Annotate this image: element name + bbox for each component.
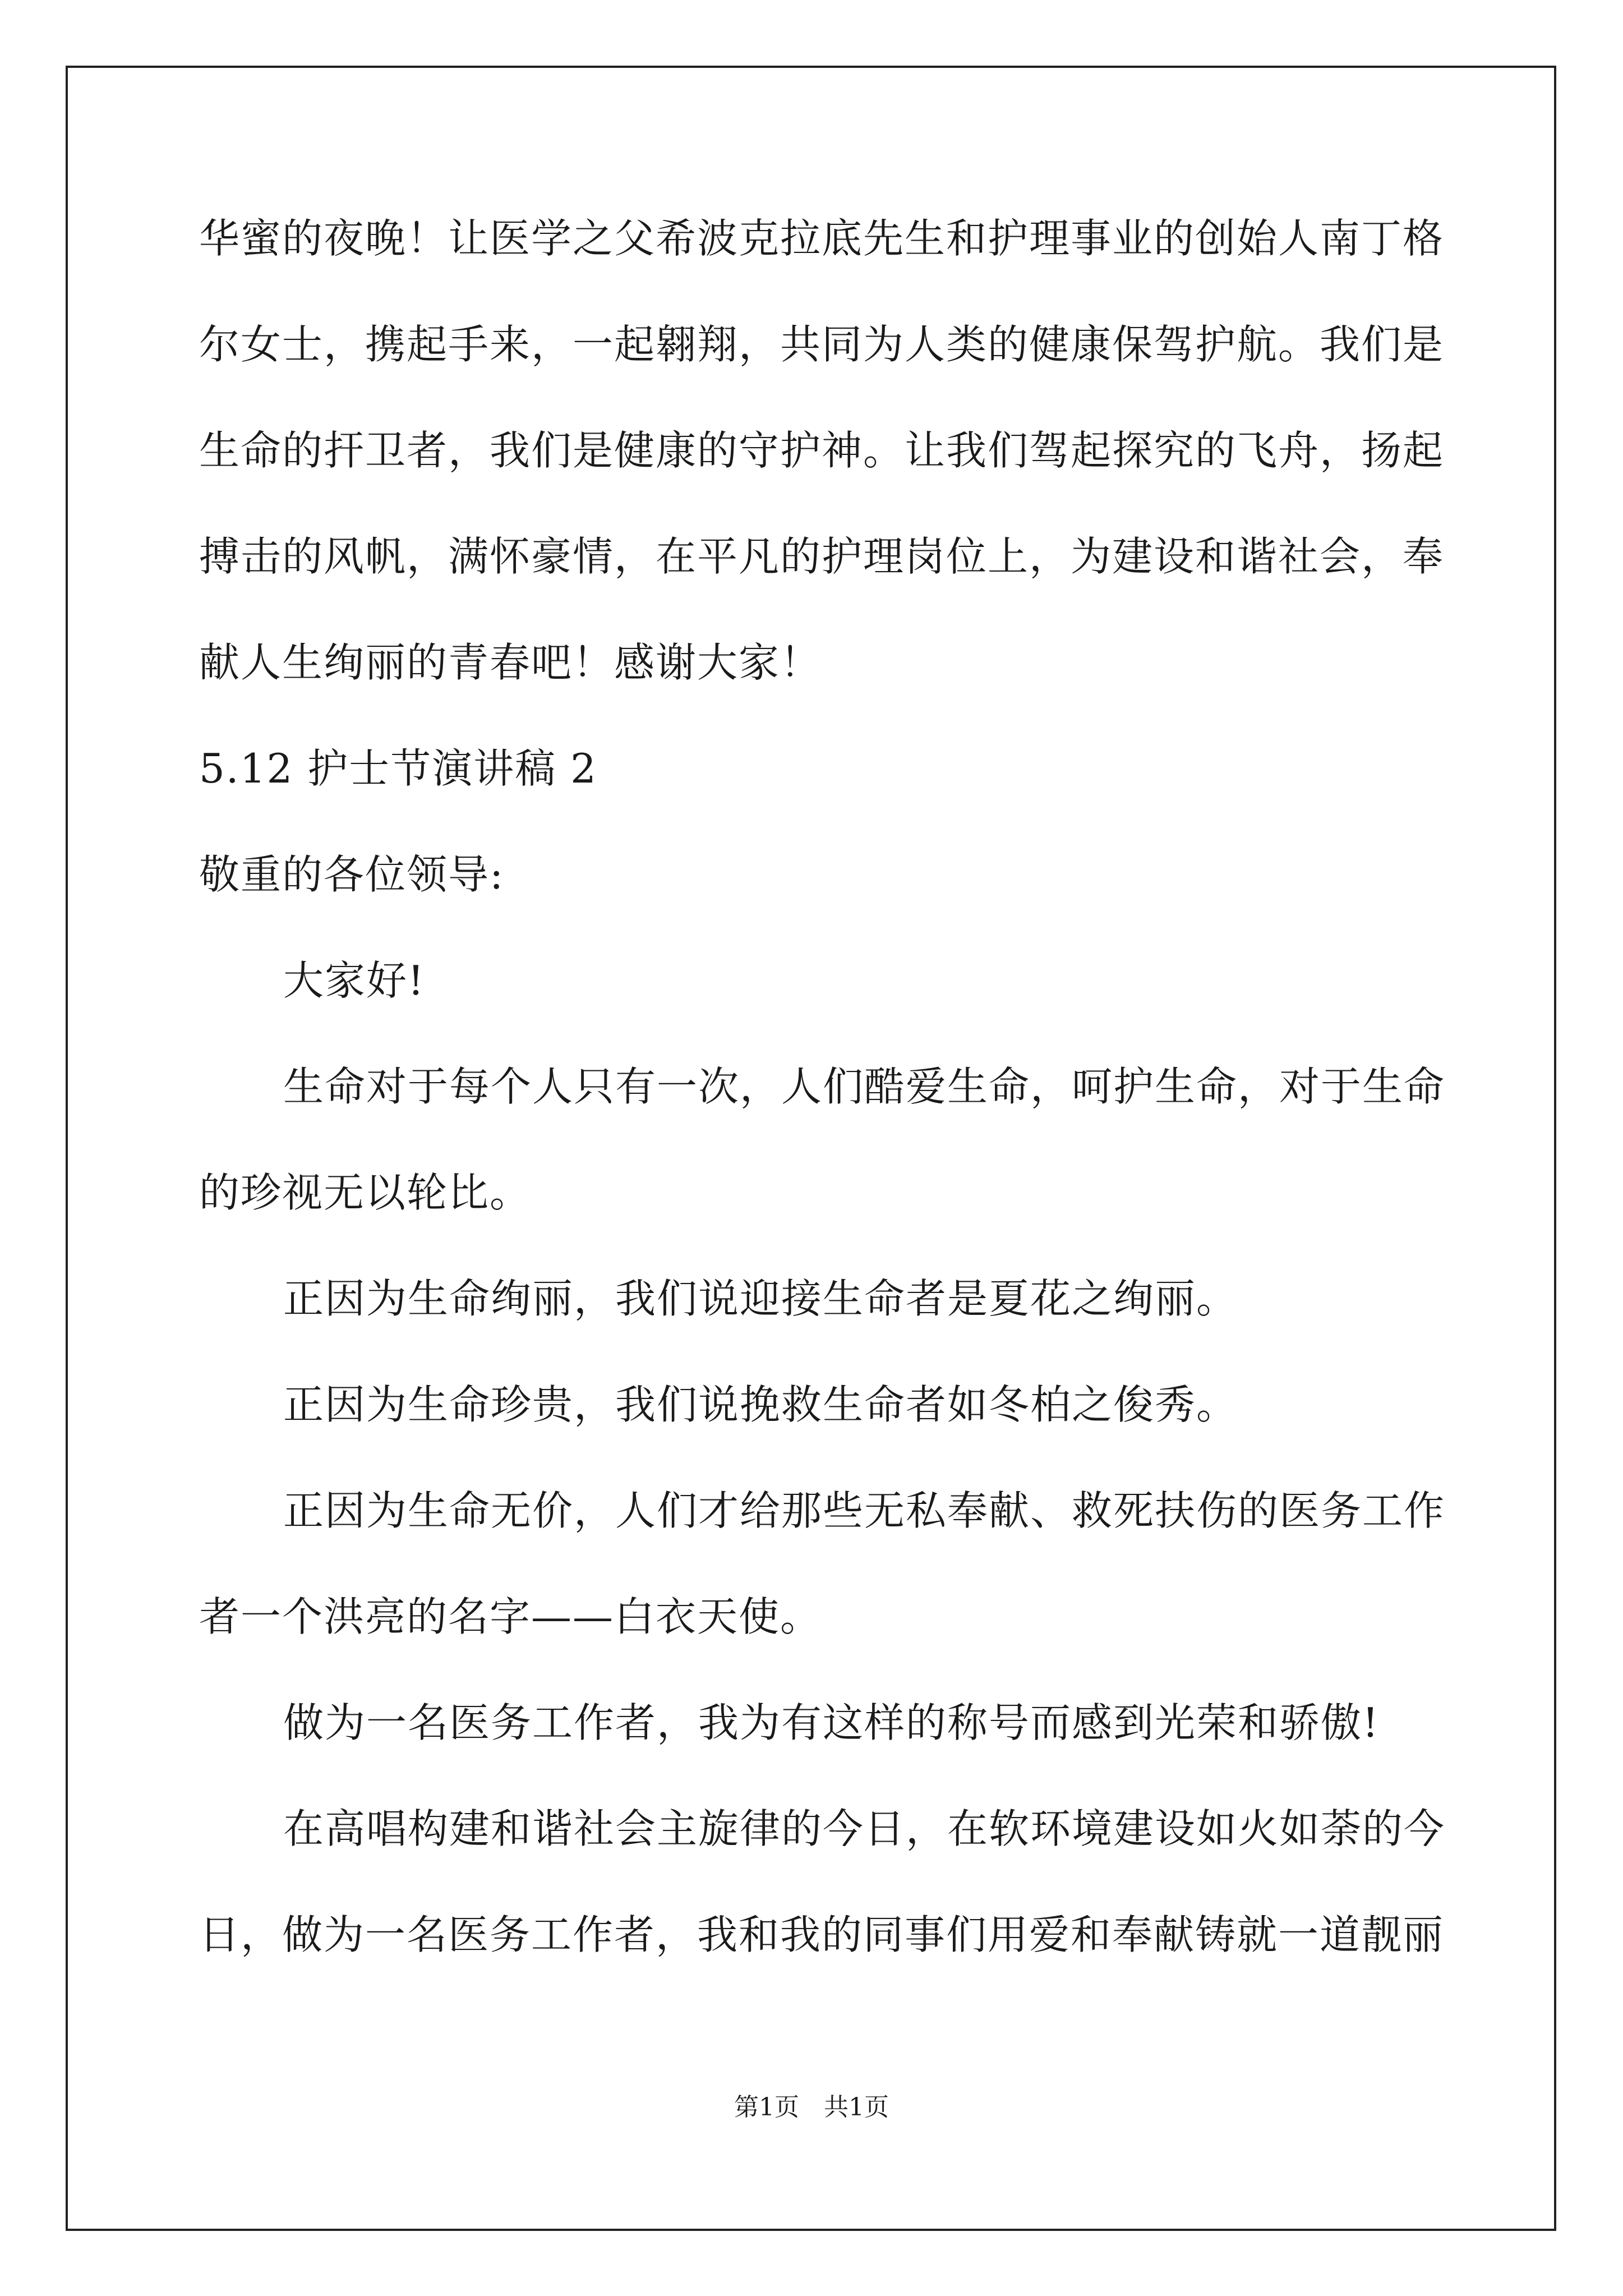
body-line: 正因为生命绚丽，我们说迎接生命者是夏花之绚丽。 xyxy=(283,1275,1238,1322)
body-line: 做为一名医务工作者，我为有这样的称号而感到光荣和骄傲! xyxy=(283,1699,1380,1746)
body-line: 正因为生命无价，人们才给那些无私奉献、救死扶伤的医务工作 xyxy=(283,1487,1446,1534)
body-line: 在高唱构建和谐社会主旋律的今日，在软环境建设如火如荼的今 xyxy=(283,1805,1446,1852)
body-line: 的珍视无以轮比。 xyxy=(199,1169,532,1216)
greeting: 大家好! xyxy=(283,957,425,1004)
body-line: 尔女士，携起手来，一起翱翔，共同为人类的健康保驾护航。我们是 xyxy=(199,321,1445,368)
body-line: 华蜜的夜晚！让医学之父希波克拉底先生和护理事业的创始人南丁格 xyxy=(199,215,1445,262)
document-body xyxy=(199,210,1446,2013)
body-line: 者一个洪亮的名字——白衣天使。 xyxy=(199,1593,822,1640)
body-line: 献人生绚丽的青春吧！感谢大家！ xyxy=(199,639,822,686)
section-heading: 5.12 护士节演讲稿 2 xyxy=(199,745,597,792)
body-line: 生命的扞卫者，我们是健康的守护神。让我们驾起探究的飞舟，扬起 xyxy=(199,427,1445,474)
page-footer: 第1页 共1页 xyxy=(734,2093,889,2122)
body-line: 搏击的风帆，满怀豪情，在平凡的护理岗位上，为建设和谐社会，奉 xyxy=(199,533,1445,580)
body-line: 日，做为一名医务工作者，我和我的同事们用爱和奉献铸就一道靓丽 xyxy=(199,1911,1445,1958)
body-line: 生命对于每个人只有一次，人们酷爱生命，呵护生命，对于生命 xyxy=(283,1063,1446,1110)
body-line: 正因为生命珍贵，我们说挽救生命者如冬柏之俊秀。 xyxy=(283,1381,1238,1428)
salutation: 敬重的各位领导: xyxy=(199,851,505,898)
